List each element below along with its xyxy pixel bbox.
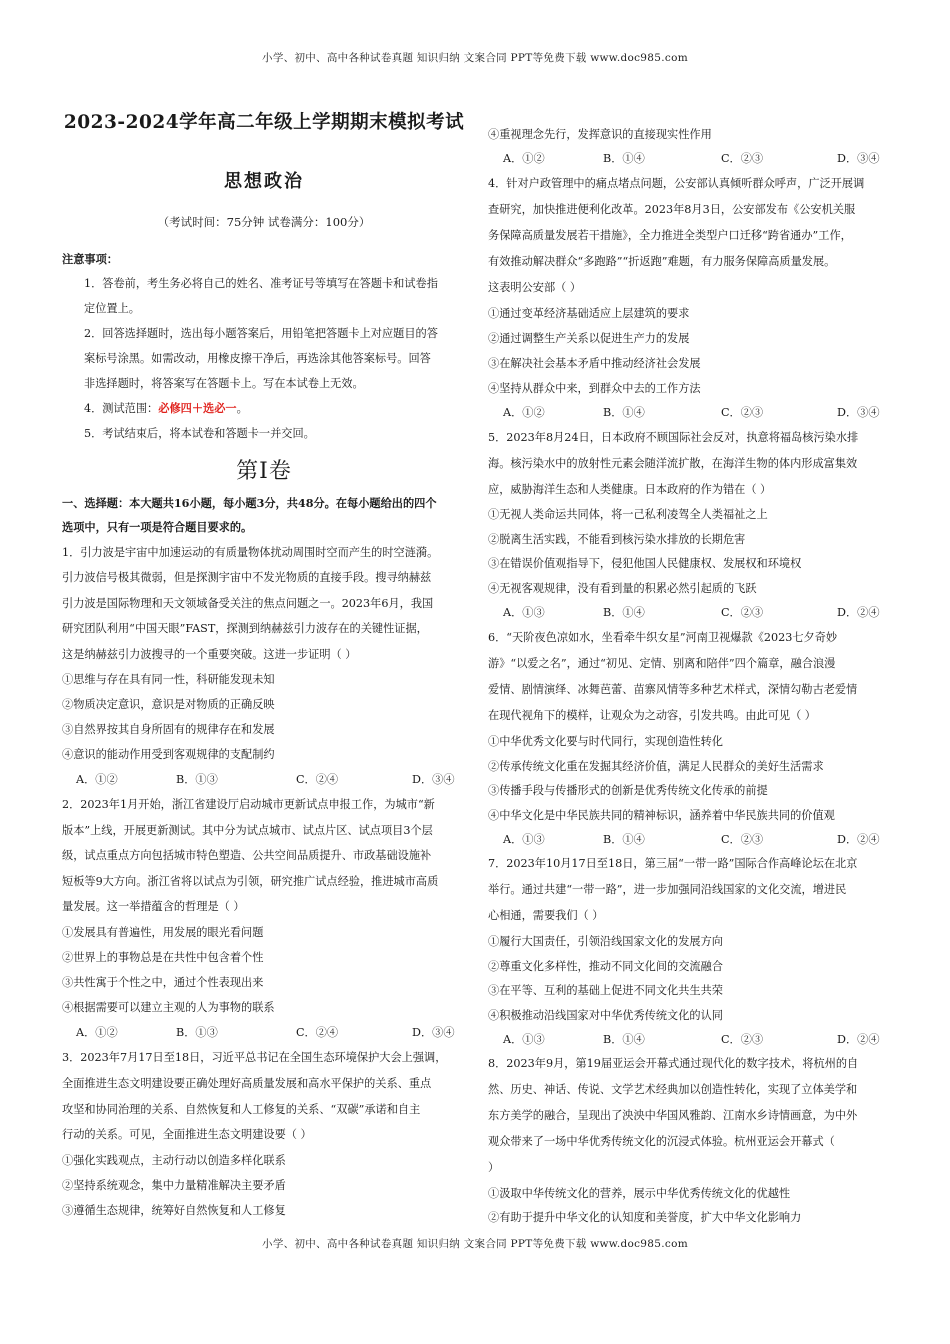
choice-c: C．②③ [721,833,764,846]
notice-item: 5．考试结束后，将本试卷和答题卡一并交回。 [84,427,315,440]
page-header: 小学、初中、高中各种试卷真题 知识归纳 文案合同 PPT等免费下载 www.doc985.com [262,52,688,64]
question-text: 版本”上线，开展更新测试。其中分为试点城市、试点片区、试点项目3个层 [62,824,433,837]
question-text: 2．2023年1月开始，浙江省建设厅启动城市更新试点申报工作，为城市“新 [62,798,435,811]
question-option: ①汲取中华传统文化的营养，展示中华优秀传统文化的优越性 [488,1187,791,1200]
choice-a: A．①③ [503,833,545,846]
question-text: ） [488,1161,500,1174]
question-option: ④重视理念先行，发挥意识的直接现实性作用 [488,128,712,141]
exam-info: （考试时间：75分钟 试卷满分：100分） [157,215,371,229]
question-option: ①思维与存在具有同一性，科研能发现未知 [62,673,275,686]
question-text: 量发展。这一举措蕴含的哲理是（ ） [62,900,245,913]
choice-a: A．①③ [503,1033,545,1046]
choice-d: D．②④ [837,1033,880,1046]
question-text: 级，试点重点方向包括城市特色塑造、公共空间品质提升、市政基础设施补 [62,849,432,862]
choice-c: C．②③ [721,1033,764,1046]
question-text: 务保障高质量发展若干措施》，全力推进全类型户口迁移“跨省通办”工作， [488,229,852,242]
question-option: ④意识的能动作用受到客观规律的支配制约 [62,748,275,761]
notice-heading: 注意事项： [62,252,118,266]
section-heading: 选项中，只有一项是符合题目要求的。 [62,520,253,534]
question-text: 1．引力波是宇宙中加速运动的有质量物体扰动周围时空而产生的时空涟漪。 [62,546,439,559]
question-text: 4．针对户政管理中的痛点堵点问题，公安部认真倾听群众呼声，广泛开展调 [488,177,865,190]
question-option: ①履行大国责任，引领沿线国家文化的发展方向 [488,935,723,948]
choice-d: D．③④ [837,152,880,165]
question-text: 3．2023年7月17日至18日，习近平总书记在全国生态环境保护大会上强调， [62,1051,447,1064]
question-option: ③在错误价值观指导下，侵犯他国人民健康权、发展权和环境权 [488,557,802,570]
choice-b: B．①④ [603,152,645,165]
choice-d: D．②④ [837,833,880,846]
choice-b: B．①④ [603,606,645,619]
question-option: ①发展具有普遍性，用发展的眼光看问题 [62,926,264,939]
question-text: 有效推动解决群众“多跑路”“折返跑”难题，有力服务保障高质量发展。 [488,255,836,268]
scope-suffix: 。 [236,402,248,415]
choice-b: B．①③ [176,773,218,786]
choice-a: A．①② [503,406,545,419]
question-option: ②有助于提升中华文化的认知度和美誉度，扩大中华文化影响力 [488,1211,802,1224]
question-text: 7．2023年10月17日至18日，第三届“一带一路”国际合作高峰论坛在北京 [488,857,858,870]
choice-d: D．③④ [412,773,455,786]
question-option: ④积极推动沿线国家对中华优秀传统文化的认同 [488,1009,723,1022]
choice-b: B．①③ [176,1026,218,1039]
question-option: ③在解决社会基本矛盾中推动经济社会发展 [488,357,701,370]
question-option: ③传播手段与传播形式的创新是优秀传统文化传承的前提 [488,784,768,797]
question-option: ①强化实践观点，主动行动以创造多样化联系 [62,1154,286,1167]
question-option: ②传承传统文化重在发掘其经济价值，满足人民群众的美好生活需求 [488,760,824,773]
question-text: 5．2023年8月24日，日本政府不顾国际社会反对，执意将福岛核污染水排 [488,431,859,444]
choice-d: D．②④ [837,606,880,619]
question-text: 海。核污染水中的放射性元素会随洋流扩散，在海洋生物的体内形成富集效 [488,457,858,470]
choice-c: C．②④ [296,1026,339,1039]
choice-b: B．①④ [603,406,645,419]
choice-c: C．②③ [721,406,764,419]
question-text: 引力波信号极其微弱，但是探测宇宙中不发光物质的直接手段。搜寻纳赫兹 [62,571,432,584]
question-text: 心相通，需要我们（ ） [488,909,604,922]
scope-prefix: 4．测试范围： [84,402,159,415]
question-text: 在现代视角下的模样，让观众为之动容，引发共鸣。由此可见（ ） [488,709,816,722]
notice-item: 案标号涂黑。如需改动，用橡皮擦干净后，再选涂其他答案标号。回答 [84,352,431,365]
question-text: 6．“天阶夜色凉如水，坐看牵牛织女星”河南卫视爆款《2023七夕奇妙 [488,631,838,644]
question-text: 这是纳赫兹引力波搜寻的一个重要突破。这进一步证明（ ） [62,648,357,661]
question-option: ②脱离生活实践，不能看到核污染水排放的长期危害 [488,533,746,546]
question-option: ②世界上的事物总是在共性中包含着个性 [62,951,264,964]
question-option: ②通过调整生产关系以促进生产力的发展 [488,332,690,345]
exam-subject: 思想政治 [224,171,304,192]
question-option: ①通过变革经济基础适应上层建筑的要求 [488,307,690,320]
choice-a: A．①② [503,152,545,165]
question-option: ③自然界按其自身所固有的规律存在和发展 [62,723,275,736]
choice-b: B．①④ [603,1033,645,1046]
notice-item: 定位置上。 [84,302,140,315]
choice-b: B．①④ [603,833,645,846]
question-text: 引力波是国际物理和天文领域备受关注的焦点问题之一。2023年6月，我国 [62,597,434,610]
notice-item: 非选择题时，将答案写在答题卡上。写在本试卷上无效。 [84,377,364,390]
question-text: 爱情、剧情演绎、冰舞芭蕾、苗寨风情等多种艺术样式，深情勾勒古老爱情 [488,683,858,696]
question-text: 8．2023年9月，第19届亚运会开幕式通过现代化的数字技术，将杭州的自 [488,1057,859,1070]
question-option: ②物质决定意识，意识是对物质的正确反映 [62,698,275,711]
choice-c: C．②③ [721,606,764,619]
question-text: 东方美学的融合，呈现出了泱泱中华国风雅韵、江南水乡诗情画意，为中外 [488,1109,858,1122]
scope-value: 必修四＋选必一 [158,401,237,415]
question-option: ③在平等、互利的基础上促进不同文化共生共荣 [488,984,723,997]
question-text: 应，威胁海洋生态和人类健康。日本政府的作为错在（ ） [488,483,772,496]
notice-item: 1．答卷前，考生务必将自己的姓名、准考证号等填写在答题卡和试卷指 [84,277,438,290]
question-option: ④根据需要可以建立主观的人为事物的联系 [62,1001,275,1014]
volume-heading: 第Ⅰ卷 [236,459,292,484]
question-text: 举行。通过共建“一带一路”，进一步加强同沿线国家的文化交流，增进民 [488,883,847,896]
question-option: ②坚持系统观念，集中力量精准解决主要矛盾 [62,1179,286,1192]
question-option: ④无视客观规律，没有看到量的积累必然引起质的飞跃 [488,582,757,595]
question-option: ①中华优秀文化要与时代同行，实现创造性转化 [488,735,723,748]
question-text: 查研究，加快推进便利化改革。2023年8月3日，公安部发布《公安机关服 [488,203,856,216]
question-text: 观众带来了一场中华优秀传统文化的沉浸式体验。杭州亚运会开幕式（ [488,1135,835,1148]
notice-item: 2．回答选择题时，选出每小题答案后，用铅笔把答题卡上对应题目的答 [84,327,438,340]
question-option: ②尊重文化多样性，推动不同文化间的交流融合 [488,960,723,973]
notice-item-scope [84,401,248,416]
question-text: 短板等9大方向。浙江省将以试点为引领，研究推广试点经验，推进城市高质 [62,875,439,888]
choice-a: A．①③ [503,606,545,619]
question-text: 然、历史、神话、传说、文学艺术经典加以创造性转化，实现了立体美学和 [488,1083,858,1096]
choice-d: D．③④ [837,406,880,419]
question-option: ④坚持从群众中来，到群众中去的工作方法 [488,382,701,395]
page-footer: 小学、初中、高中各种试卷真题 知识归纳 文案合同 PPT等免费下载 www.doc985.com [262,1238,688,1250]
question-text: 游》“以爱之名”，通过“初见、定情、别离和陪伴”四个篇章，融合浪漫 [488,657,836,670]
choice-d: D．③④ [412,1026,455,1039]
question-text: 这表明公安部（ ） [488,281,582,294]
question-option: ①无视人类命运共同体，将一己私利凌驾全人类福祉之上 [488,508,768,521]
question-text: 研究团队利用“中国天眼”FAST，探测到纳赫兹引力波存在的关键性证据， [62,622,428,635]
choice-c: C．②③ [721,152,764,165]
choice-c: C．②④ [296,773,339,786]
question-option: ④中华文化是中华民族共同的精神标识，涵养着中华民族共同的价值观 [488,809,835,822]
choice-a: A．①② [76,1026,118,1039]
question-text: 全面推进生态文明建设要正确处理好高质量发展和高水平保护的关系、重点 [62,1077,432,1090]
question-text: 攻坚和协同治理的关系、自然恢复和人工修复的关系、“双碳”承诺和自主 [62,1103,421,1116]
section-heading: 一、选择题：本大题共16小题，每小题3分，共48分。在每小题给出的四个 [62,496,437,510]
question-option: ③共性寓于个性之中，通过个性表现出来 [62,976,264,989]
exam-title: 2023-2024学年高二年级上学期期末模拟考试 [63,112,465,133]
choice-a: A．①② [76,773,118,786]
question-option: ③遵循生态规律，统筹好自然恢复和人工修复 [62,1204,286,1217]
question-text: 行动的关系。可见，全面推进生态文明建设要（ ） [62,1128,312,1141]
